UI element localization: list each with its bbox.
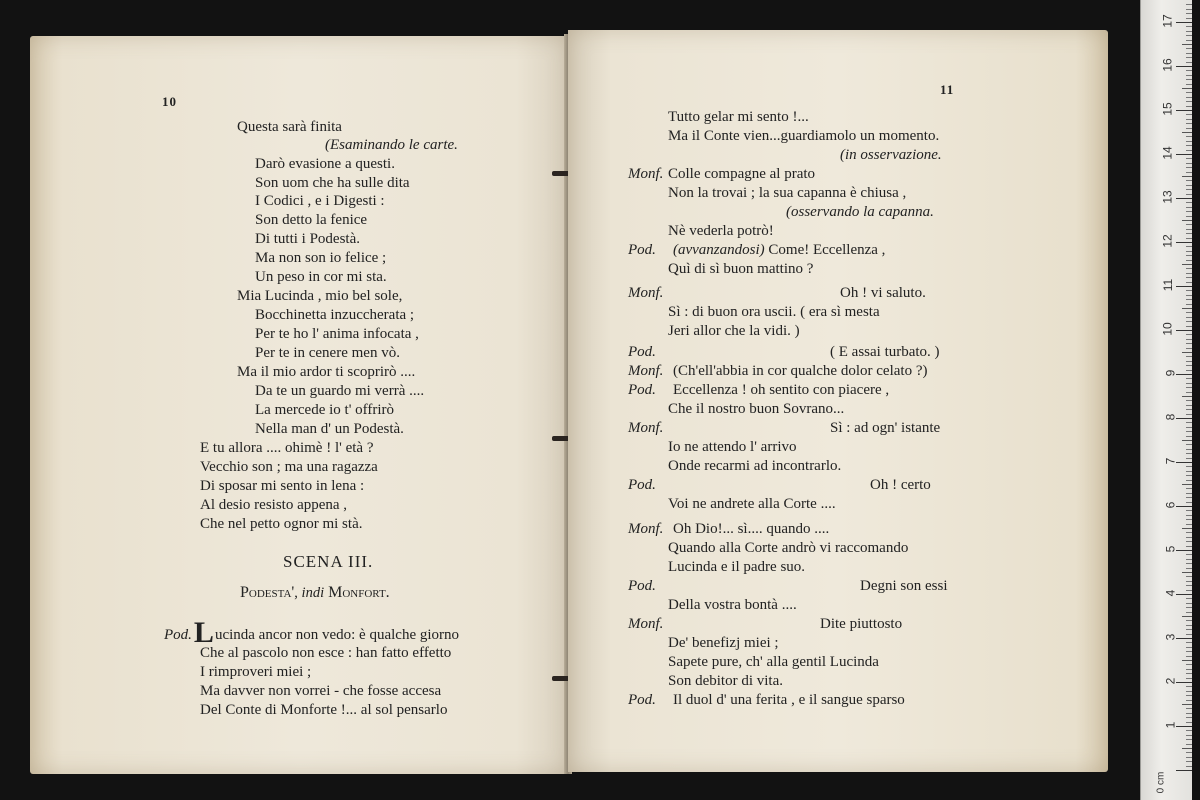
ruler-tick <box>1176 154 1192 155</box>
ruler-tick <box>1186 519 1192 520</box>
ruler-tick <box>1186 92 1192 93</box>
ruler-tick <box>1186 744 1192 745</box>
ruler-tick <box>1182 88 1192 89</box>
ruler-number: 8 <box>1163 413 1178 421</box>
ruler-tick <box>1186 48 1192 49</box>
verse-line: Oh Dio!... sì.... quando .... <box>673 521 830 537</box>
verse-line: Oh ! vi saluto. <box>840 285 926 301</box>
ruler-tick <box>1186 101 1192 102</box>
ruler-tick <box>1186 62 1192 63</box>
ruler-tick <box>1186 114 1192 115</box>
drop-cap: L <box>193 616 214 649</box>
ruler-tick <box>1182 748 1192 749</box>
verse-line: Non la trovai ; la sua capanna è chiusa , <box>668 185 907 201</box>
ruler-tick <box>1186 26 1192 27</box>
ruler-tick <box>1186 251 1192 252</box>
stage-direction: (osservando la capanna. <box>786 204 934 220</box>
ruler-tick <box>1186 634 1192 635</box>
ruler-tick <box>1186 735 1192 736</box>
ruler-tick <box>1186 295 1192 296</box>
ruler-tick <box>1186 233 1192 234</box>
verse-line: Da te un guardo mi verrà .... <box>255 383 425 399</box>
ruler-tick <box>1186 449 1192 450</box>
ruler-tick <box>1186 603 1192 604</box>
ruler-tick <box>1186 664 1192 665</box>
ruler-tick <box>1186 444 1192 445</box>
ruler-tick <box>1186 651 1192 652</box>
ruler-tick <box>1176 286 1192 287</box>
ruler-tick <box>1186 700 1192 701</box>
ruler-tick <box>1186 427 1192 428</box>
ruler-tick <box>1186 70 1192 71</box>
verse-line: Che il nostro buon Sovrano... <box>668 401 845 417</box>
ruler-tick <box>1182 176 1192 177</box>
verse-line: Per te ho l' anima infocata , <box>255 326 419 342</box>
ruler-tick <box>1186 642 1192 643</box>
ruler-tick <box>1186 246 1192 247</box>
ruler-tick <box>1186 502 1192 503</box>
verse-line: Ma il mio ardor ti scoprirò .... <box>237 364 416 380</box>
ruler-unit-label: 0 cm <box>1155 771 1167 794</box>
ruler-number: 14 <box>1160 146 1175 160</box>
ruler-number: 12 <box>1160 234 1175 248</box>
verse-line: Per te in cenere men vò. <box>255 345 400 361</box>
verse-line: Degni son essi <box>860 578 948 594</box>
verse-line: Voi ne andrete alla Corte .... <box>668 496 836 512</box>
speaker-label: Monf. <box>628 166 664 182</box>
ruler-tick <box>1186 537 1192 538</box>
speaker-label: Pod. <box>628 692 656 708</box>
ruler-tick <box>1186 598 1192 599</box>
ruler-tick <box>1182 704 1192 705</box>
verse-line: Il duol d' una ferita , e il sangue sparso <box>673 692 905 708</box>
ruler-tick <box>1186 453 1192 454</box>
ruler-tick <box>1186 620 1192 621</box>
page-number-right: 11 <box>940 82 955 97</box>
stage-direction: (in osservazione. <box>840 147 942 163</box>
verse-line: La mercede io t' offrirò <box>255 402 395 418</box>
speaker-label: Monf. <box>628 616 664 632</box>
verse-line: Mia Lucinda , mio bel sole, <box>237 288 403 304</box>
ruler-tick <box>1186 163 1192 164</box>
ruler-number: 7 <box>1163 457 1178 465</box>
ruler-tick <box>1186 400 1192 401</box>
ruler-tick <box>1186 559 1192 560</box>
ruler-tick <box>1186 136 1192 137</box>
cast-sep: , <box>294 585 302 601</box>
ruler-tick <box>1186 18 1192 19</box>
ruler-tick <box>1186 581 1192 582</box>
ruler-tick <box>1186 326 1192 327</box>
verse-line: Nè vederla potrò! <box>668 223 774 239</box>
verse-line: Darò evasione a questi. <box>255 156 395 172</box>
ruler-tick <box>1186 172 1192 173</box>
verse-line: Bocchinetta inzuccherata ; <box>255 307 415 323</box>
ruler-tick <box>1186 480 1192 481</box>
verse-line <box>164 616 460 649</box>
ruler-tick <box>1176 110 1192 111</box>
ruler-tick <box>1186 282 1192 283</box>
verse-line: Son debitor di vita. <box>668 673 783 689</box>
ruler-tick <box>1186 471 1192 472</box>
verse-line: (Ch'ell'abbia in cor qualche dolor celato ?) <box>673 363 928 379</box>
ruler-number: 13 <box>1160 190 1175 204</box>
ruler-tick <box>1186 189 1192 190</box>
cast-podesta: Podesta' <box>240 584 295 601</box>
ruler-tick <box>1186 216 1192 217</box>
ruler-tick <box>1186 211 1192 212</box>
ruler-tick <box>1186 576 1192 577</box>
ruler-number: 15 <box>1160 102 1175 116</box>
verse-line: Del Conte di Monforte !... al sol pensarlo <box>200 702 448 718</box>
ruler-tick <box>1182 220 1192 221</box>
ruler-tick <box>1176 66 1192 67</box>
ruler-tick <box>1186 273 1192 274</box>
ruler-tick <box>1176 770 1192 771</box>
speaker-label: Pod. <box>628 477 656 493</box>
ruler-tick <box>1186 255 1192 256</box>
speaker-label: Pod. <box>164 627 192 643</box>
ruler-tick <box>1176 330 1192 331</box>
verse-line: Sì : ad ogn' istante <box>830 420 941 436</box>
verse-line: ( E assai turbato. ) <box>830 344 940 360</box>
ruler-tick <box>1186 299 1192 300</box>
ruler-tick <box>1186 409 1192 410</box>
ruler-tick <box>1176 682 1192 683</box>
ruler-tick <box>1186 568 1192 569</box>
ruler-tick <box>1186 612 1192 613</box>
speaker-label: Pod. <box>628 344 656 360</box>
ruler-tick <box>1176 462 1192 463</box>
verse-line: Che nel petto ognor mi stà. <box>200 516 363 532</box>
ruler-tick <box>1186 708 1192 709</box>
ruler-tick <box>1186 678 1192 679</box>
ruler-tick <box>1186 141 1192 142</box>
ruler-tick <box>1186 387 1192 388</box>
ruler-tick <box>1176 374 1192 375</box>
ruler-tick <box>1182 616 1192 617</box>
speaker-label: Pod. <box>628 382 656 398</box>
ruler-tick <box>1176 22 1192 23</box>
ruler-tick <box>1182 352 1192 353</box>
ruler-number: 17 <box>1160 14 1175 28</box>
ruler-number: 6 <box>1163 501 1178 509</box>
verse-line: Questa sarà finita <box>237 119 342 135</box>
ruler-tick <box>1186 260 1192 261</box>
ruler-number: 10 <box>1160 322 1175 336</box>
ruler-tick <box>1186 713 1192 714</box>
verse-line: Un peso in cor mi sta. <box>255 269 387 285</box>
ruler-tick <box>1186 185 1192 186</box>
speaker-label: Monf. <box>628 420 664 436</box>
ruler-tick <box>1186 414 1192 415</box>
ruler-tick <box>1186 365 1192 366</box>
ruler-tick <box>1176 506 1192 507</box>
ruler-tick <box>1176 418 1192 419</box>
verse-line: Eccellenza ! oh sentito con piacere , <box>673 382 890 398</box>
ruler-tick <box>1186 686 1192 687</box>
verse-line: I Codici , e i Digesti : <box>255 193 385 209</box>
ruler-tick <box>1186 238 1192 239</box>
verse-line: Tutto gelar mi sento !... <box>668 109 809 125</box>
verse-text: Come! Eccellenza , <box>764 242 886 258</box>
measuring-ruler <box>1140 0 1192 800</box>
ruler-number: 2 <box>1163 677 1178 685</box>
ruler-tick <box>1186 84 1192 85</box>
speaker-label: Pod. <box>628 242 656 258</box>
ruler-tick <box>1186 378 1192 379</box>
ruler-tick <box>1186 466 1192 467</box>
ruler-tick <box>1186 150 1192 151</box>
ruler-tick <box>1176 242 1192 243</box>
ruler-tick <box>1186 207 1192 208</box>
ruler-number: 1 <box>1163 721 1178 729</box>
ruler-tick <box>1186 53 1192 54</box>
ruler-tick <box>1186 339 1192 340</box>
speaker-label: Pod. <box>628 578 656 594</box>
verse-line: Dite piuttosto <box>820 616 903 632</box>
verse-line: Quì di sì buon mattino ? <box>668 261 814 277</box>
ruler-tick <box>1186 405 1192 406</box>
ruler-tick <box>1186 106 1192 107</box>
stage-direction: (Esaminando le carte. <box>325 137 458 153</box>
verse-line: Al desio resisto appena , <box>200 497 348 513</box>
ruler-tick <box>1186 334 1192 335</box>
ruler-tick <box>1186 290 1192 291</box>
ruler-tick <box>1182 660 1192 661</box>
ruler-tick <box>1186 97 1192 98</box>
verse-line: Lucinda e il padre suo. <box>668 559 806 575</box>
scene-heading: SCENA III. <box>283 552 374 571</box>
ruler-tick <box>1186 312 1192 313</box>
ruler-number: 3 <box>1163 633 1178 641</box>
ruler-tick <box>1186 145 1192 146</box>
ruler-tick <box>1176 594 1192 595</box>
ruler-tick <box>1182 44 1192 45</box>
ruler-tick <box>1186 202 1192 203</box>
ruler-tick <box>1186 180 1192 181</box>
ruler-tick <box>1186 458 1192 459</box>
ruler-tick <box>1186 348 1192 349</box>
ruler-tick <box>1186 356 1192 357</box>
ruler-tick <box>1186 343 1192 344</box>
ruler-tick <box>1186 493 1192 494</box>
ruler-tick <box>1186 123 1192 124</box>
ruler-tick <box>1186 57 1192 58</box>
ruler-tick <box>1182 440 1192 441</box>
ruler-tick <box>1186 739 1192 740</box>
verse-line <box>673 241 885 259</box>
ruler-tick <box>1186 392 1192 393</box>
ruler-tick <box>1186 277 1192 278</box>
ruler-tick <box>1186 554 1192 555</box>
verse-line: De' benefizj miei ; <box>668 635 779 651</box>
ruler-tick <box>1186 625 1192 626</box>
ruler-tick <box>1186 515 1192 516</box>
left-page <box>30 36 570 774</box>
verse-text: ucinda ancor non vedo: è qualche giorno <box>214 627 460 643</box>
ruler-tick <box>1186 488 1192 489</box>
verse-line: I rimproveri miei ; <box>200 664 312 680</box>
ruler-tick <box>1186 383 1192 384</box>
verse-line: Jeri allor che la vidi. ) <box>668 323 800 339</box>
ruler-tick <box>1186 317 1192 318</box>
ruler-tick <box>1186 321 1192 322</box>
ruler-tick <box>1186 532 1192 533</box>
ruler-tick <box>1186 730 1192 731</box>
ruler-tick <box>1186 35 1192 36</box>
speaker-label: Monf. <box>628 285 664 301</box>
ruler-tick <box>1186 128 1192 129</box>
verse-line: Son uom che ha sulle dita <box>255 175 410 191</box>
ruler-number: 4 <box>1163 589 1178 597</box>
ruler-tick <box>1186 40 1192 41</box>
ruler-tick <box>1186 766 1192 767</box>
ruler-tick <box>1186 761 1192 762</box>
verse-line: Onde recarmi ad incontrarlo. <box>668 458 842 474</box>
ruler-tick <box>1186 475 1192 476</box>
open-book <box>30 26 1108 778</box>
verse-line: Sapete pure, ch' alla gentil Lucinda <box>668 654 879 670</box>
ruler-tick <box>1186 752 1192 753</box>
ruler-tick <box>1182 396 1192 397</box>
ruler-tick <box>1186 268 1192 269</box>
ruler-tick <box>1186 717 1192 718</box>
ruler-tick <box>1186 158 1192 159</box>
ruler-tick <box>1186 691 1192 692</box>
verse-line: Che al pascolo non esce : han fatto effetto <box>200 645 452 661</box>
ruler-tick <box>1176 638 1192 639</box>
ruler-tick <box>1186 75 1192 76</box>
ruler-tick <box>1186 422 1192 423</box>
ruler-tick <box>1186 304 1192 305</box>
cast-indi: indi <box>301 585 325 601</box>
ruler-tick <box>1186 431 1192 432</box>
ruler-number: 11 <box>1160 278 1175 292</box>
verse-line: Ma il Conte vien...guardiamolo un momento. <box>668 128 940 144</box>
verse-line: Colle compagne al prato <box>668 166 816 182</box>
right-page <box>568 30 1108 772</box>
ruler-tick <box>1186 673 1192 674</box>
ruler-tick <box>1182 132 1192 133</box>
verse-line: Di sposar mi sento in lena : <box>200 478 365 494</box>
scene-cast <box>240 584 390 602</box>
page-number-left: 10 <box>162 94 177 109</box>
ruler-tick <box>1186 436 1192 437</box>
ruler-tick <box>1176 198 1192 199</box>
ruler-number: 5 <box>1163 545 1178 553</box>
verse-line: Quando alla Corte andrò vi raccomando <box>668 540 909 556</box>
verse-line: Io ne attendo l' arrivo <box>668 439 797 455</box>
ruler-tick <box>1186 524 1192 525</box>
ruler-tick <box>1186 695 1192 696</box>
ruler-tick <box>1176 726 1192 727</box>
ruler-tick <box>1176 550 1192 551</box>
ruler-tick <box>1186 647 1192 648</box>
verse-line: Della vostra bontà .... <box>668 597 797 613</box>
ruler-tick <box>1186 79 1192 80</box>
ruler-tick <box>1186 370 1192 371</box>
ruler-tick <box>1186 629 1192 630</box>
verse-line: E tu allora .... ohimè ! l' età ? <box>200 440 374 456</box>
verse-line: Oh ! certo <box>870 477 931 493</box>
ruler-tick <box>1186 510 1192 511</box>
verse-line: Ma non son io felice ; <box>255 250 387 266</box>
ruler-tick <box>1186 119 1192 120</box>
ruler-tick <box>1186 585 1192 586</box>
verse-line: Nella man d' un Podestà. <box>255 421 404 437</box>
ruler-tick <box>1186 722 1192 723</box>
ruler-number: 9 <box>1163 369 1178 377</box>
ruler-tick <box>1186 546 1192 547</box>
ruler-tick <box>1182 528 1192 529</box>
ruler-number: 16 <box>1160 58 1175 72</box>
ruler-tick <box>1186 9 1192 10</box>
ruler-tick <box>1182 264 1192 265</box>
verse-line: Sì : di buon ora uscii. ( era sì mesta <box>668 304 880 320</box>
verse-line: Di tutti i Podestà. <box>255 231 360 247</box>
ruler-tick <box>1186 563 1192 564</box>
verse-line: Vecchio son ; ma una ragazza <box>200 459 378 475</box>
ruler-tick <box>1186 224 1192 225</box>
ruler-tick <box>1186 607 1192 608</box>
ruler-tick <box>1182 484 1192 485</box>
ruler-tick <box>1186 4 1192 5</box>
ruler-tick <box>1186 590 1192 591</box>
ruler-tick <box>1186 497 1192 498</box>
ruler-tick <box>1186 541 1192 542</box>
ruler-tick <box>1186 194 1192 195</box>
speaker-label: Monf. <box>628 521 664 537</box>
ruler-tick <box>1186 229 1192 230</box>
verse-line: Son detto la fenice <box>255 212 368 228</box>
ruler-tick <box>1186 656 1192 657</box>
ruler-tick <box>1186 669 1192 670</box>
speaker-label: Monf. <box>628 363 664 379</box>
verse-line: Ma davver non vorrei - che fosse accesa <box>200 683 442 699</box>
ruler-tick <box>1186 31 1192 32</box>
ruler-tick <box>1186 757 1192 758</box>
ruler-tick <box>1182 308 1192 309</box>
ruler-tick <box>1186 13 1192 14</box>
cast-monfort: Monfort. <box>324 584 390 601</box>
stage-direction: (avvanzandosi) <box>673 242 765 258</box>
ruler-tick <box>1186 361 1192 362</box>
ruler-tick <box>1182 572 1192 573</box>
ruler-tick <box>1186 167 1192 168</box>
